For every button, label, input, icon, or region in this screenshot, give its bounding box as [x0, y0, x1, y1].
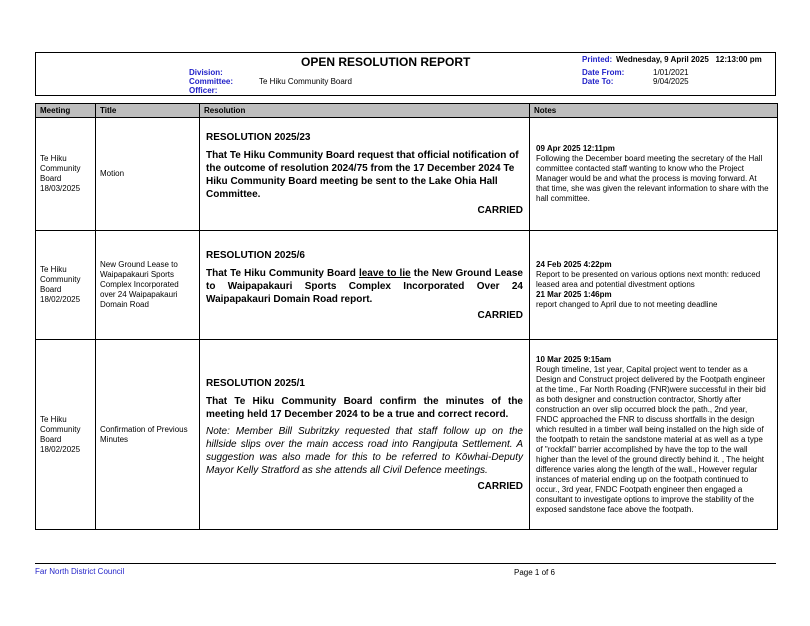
meeting-line: Board — [40, 434, 62, 444]
notes-cell — [530, 340, 778, 530]
meeting-line: Te Hiku — [40, 265, 67, 274]
table-header-row — [36, 104, 778, 118]
meeting-cell — [36, 231, 96, 340]
note-text: report changed to April due to not meeting deadline — [536, 300, 718, 309]
printed-label: Printed: — [582, 55, 613, 64]
meeting-line: Community — [40, 424, 81, 434]
meeting-date: 18/02/2025 — [40, 444, 81, 454]
footer-page-number: Page 1 of 6 — [514, 568, 555, 577]
table-row — [36, 118, 778, 231]
resolution-text-end: the New Ground Lease to Waipapakauri Sports Complex Incorporated Over 24 Waipapakauri Domain Road report. — [206, 267, 523, 305]
report-title: OPEN RESOLUTION REPORT — [301, 55, 471, 69]
col-resolution: Resolution — [200, 104, 530, 118]
officer-label: Officer: — [189, 86, 218, 95]
footer-divider — [35, 563, 776, 564]
meeting-date: 18/02/2025 — [40, 295, 81, 304]
meeting-line: Board — [40, 285, 62, 294]
note-text: Following the December board meeting the secretary of the Hall committee contacted staff wanting to know who the Project Manager would be and what the process is moving forward. At that time, she was given the relevant information to share with the hall committee. — [536, 154, 769, 203]
note-date: 21 Mar 2025 1:46pm — [536, 290, 612, 299]
meeting-cell — [36, 118, 96, 231]
col-title: Title — [96, 104, 200, 118]
report-header — [35, 52, 776, 96]
resolution-text: That Te Hiku Community Board confirm the minutes of the meeting held 17 December 2024 to be a true and correct record. — [206, 395, 523, 420]
carried-label: CARRIED — [477, 309, 523, 321]
carried-label: CARRIED — [477, 480, 523, 492]
table-row — [36, 231, 778, 340]
note-date: 09 Apr 2025 12:11pm — [536, 144, 615, 153]
note-date: 10 Mar 2025 9:15am — [536, 354, 612, 364]
table-row — [36, 340, 778, 530]
division-label: Division: — [189, 68, 223, 77]
carried-label: CARRIED — [477, 205, 523, 216]
printed-value: Wednesday, 9 April 2025 12:13:00 pm — [616, 55, 762, 64]
title-cell: New Ground Lease to Waipapakauri Sports Complex Incorporated over 24 Waipapakauri Domain Road — [96, 231, 200, 340]
resolution-text: That Te Hiku Community Board request that official notification of the outcome of resolution 2024/75 from the 17 December 2024 Te Hiku Community Board meeting be sent to the Lake Ohia Hall Committee. — [206, 150, 519, 200]
resolution-number: RESOLUTION 2025/6 — [206, 249, 305, 261]
resolution-note: Note: Member Bill Subritzky requested that staff follow up on the hillside slips over the main access road into Rangiputa Settlement. A suggestion was also made for this to be referred to Kōwhai-Deputy Mayor Kelly Stratford as she attends all Civil Defence meetings. — [206, 425, 523, 476]
title-cell: Confirmation of Previous Minutes — [96, 340, 200, 530]
meeting-cell — [36, 340, 96, 530]
resolution-table — [35, 103, 778, 530]
meeting-line: Te Hiku — [40, 154, 67, 163]
meeting-line: Community — [40, 164, 81, 173]
note-text: Rough timeline, 1st year, Capital project went to tender as a Design and Construct project delivered by the Footpath engineer at the time., Far North Roading (FNR)were successful in their bid as both designer and construction contractor, Shortly after construction an over slip occurred block the path., 2nd year, FNDC approached the FNR to discuss shortfalls in the design which resulted in a timber wall being installed on the high side of the footpath to retain the sandstone material at as well as a type of "rockfall" barrier accomplished by have the top to the wall higher than the level of the ground directly behind it. , The height difference varies along the length of the wall., However regular instances of material ending up on the footpath continued to occur., 3rd year, FNDC Footpath engineer then engaged a consultant to investigate options to improve the stability of the exposed sandstone face above the footpath. — [536, 364, 766, 514]
date-to-label: Date To: — [582, 77, 614, 86]
col-meeting: Meeting — [36, 104, 96, 118]
resolution-cell — [200, 231, 530, 340]
date-to-value: 9/04/2025 — [653, 77, 689, 86]
committee-value: Te Hiku Community Board — [259, 77, 352, 86]
date-from-value: 1/01/2021 — [653, 68, 689, 77]
resolution-cell — [200, 118, 530, 231]
title-cell: Motion — [96, 118, 200, 231]
resolution-number: RESOLUTION 2025/1 — [206, 377, 305, 389]
note-text: Report to be presented on various options next month: reduced leased area and potential divestment options — [536, 270, 761, 289]
note-date: 24 Feb 2025 4:22pm — [536, 260, 612, 269]
meeting-line: Board — [40, 174, 62, 183]
resolution-number: RESOLUTION 2025/23 — [206, 132, 311, 143]
meeting-line: Te Hiku — [40, 414, 67, 424]
date-from-label: Date From: — [582, 68, 625, 77]
resolution-text-start: That Te Hiku Community Board — [206, 267, 359, 279]
col-notes: Notes — [530, 104, 778, 118]
resolution-text — [206, 267, 523, 306]
leave-to-lie-text: leave to lie — [358, 267, 411, 279]
meeting-line: Community — [40, 275, 81, 284]
resolution-cell — [200, 340, 530, 530]
notes-cell — [530, 118, 778, 231]
meeting-date: 18/03/2025 — [40, 184, 81, 193]
notes-cell — [530, 231, 778, 340]
footer-council: Far North District Council — [35, 567, 125, 576]
committee-label: Committee: — [189, 77, 234, 86]
